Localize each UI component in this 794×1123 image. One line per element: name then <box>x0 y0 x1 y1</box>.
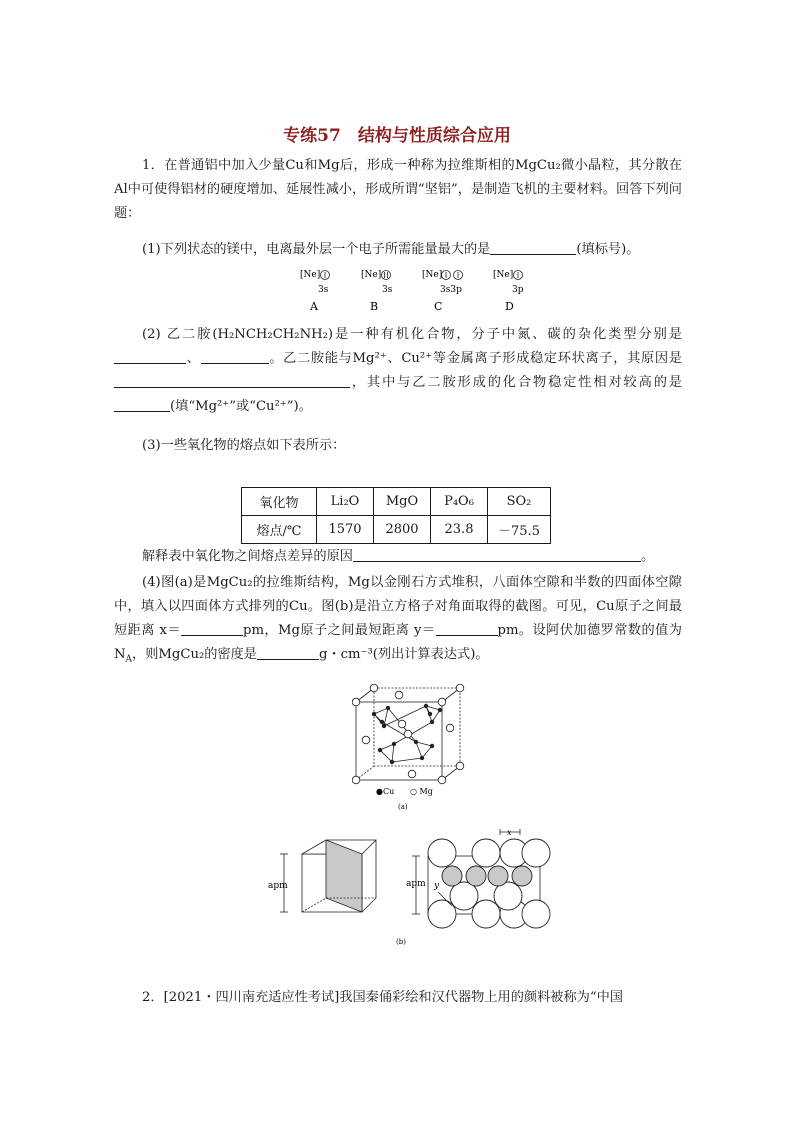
q1-part1-text: (1)下列状态的镁中，电离最外层一个电子所需能量最大的是 <box>142 242 491 257</box>
option-b-label: B <box>370 300 379 313</box>
answer-blank-5[interactable] <box>114 397 170 412</box>
q1-part3-explain-tail: 。 <box>641 549 655 564</box>
option-c-label: C <box>434 300 443 313</box>
answer-blank-9[interactable] <box>257 645 319 660</box>
q1-part4-text-c: pm。设阿伏加德罗常数的值为 N <box>114 623 682 662</box>
option-b <box>361 270 393 313</box>
q1-part2-text-b: 、 <box>186 351 201 366</box>
q1-part3-explain <box>142 545 682 569</box>
table-cell: 23.8 <box>431 516 488 544</box>
option-d-config: [Ne] <box>493 270 514 280</box>
option-d-orb: 3p <box>512 285 524 295</box>
q1-intro: 1．在普通铝中加入少量Cu和Mg后，形成一种称为拉维斯相的MgCu₂微小晶粒，其分散在Al中可使得铝材的硬度增加、延展性减小，形成所谓“坚铝”，是制造飞机的主要材料。回答下列问题： <box>114 158 682 221</box>
label-apm-left: apm <box>268 881 288 891</box>
option-a-config: [Ne] <box>300 270 321 280</box>
answer-blank-3[interactable] <box>201 349 269 364</box>
option-a-orb: 3s <box>318 285 329 295</box>
page-title: 专练57 结构与性质综合应用 <box>283 126 511 146</box>
q1-part1 <box>114 238 682 262</box>
q1-part4-text-d: ，则MgCu₂的密度是 <box>132 647 257 662</box>
q1-part2-text-a: (2) 乙二胺(H₂NCH₂CH₂NH₂)是一种有机化合物，分子中氮、碳的杂化类型分别是 <box>142 327 682 342</box>
option-d <box>493 270 524 313</box>
option-b-orb: 3s <box>382 285 393 295</box>
avogadro-subscript: A <box>125 654 133 665</box>
answer-blank-6[interactable] <box>353 547 641 562</box>
figure-a-laves-structure <box>352 684 472 814</box>
q1-part3: (3)一些氧化物的熔点如下表所示： <box>142 438 346 453</box>
answer-blank-7[interactable] <box>181 621 243 636</box>
q1-part3-explain-text: 解释表中氧化物之间熔点差异的原因 <box>142 549 353 564</box>
table-cell: Li₂O <box>317 488 374 516</box>
table-cell: MgO <box>374 488 431 516</box>
answer-blank-2[interactable] <box>114 349 186 364</box>
answer-blank-1[interactable] <box>490 240 576 255</box>
option-d-label: D <box>505 300 514 313</box>
table-cell: SO₂ <box>488 488 551 516</box>
table-cell: P₄O₆ <box>431 488 488 516</box>
answer-blank-8[interactable] <box>436 621 498 636</box>
table-cell: 熔点/℃ <box>242 516 317 544</box>
option-c <box>422 270 463 313</box>
table-cell: 1570 <box>317 516 374 544</box>
melting-point-table <box>241 487 551 544</box>
option-a <box>300 270 330 313</box>
legend-mg: ○ Mg <box>410 787 433 796</box>
q1-part4 <box>114 571 682 667</box>
option-b-config: [Ne] <box>361 270 382 280</box>
q1-part2 <box>114 323 682 419</box>
label-y: y <box>434 881 440 891</box>
legend-cu: ●Cu <box>376 787 395 796</box>
q2-intro: 2．[2021・四川南充适应性考试]我国秦俑彩绘和汉代器物上用的颜料被称为“中国 <box>142 990 623 1005</box>
q1-part4-text-b: pm，Mg原子之间最短距离 y＝ <box>243 623 436 638</box>
q1-part1-tail: (填标号)。 <box>576 242 640 257</box>
label-apm-right: apm <box>406 879 426 889</box>
figure-b-caption: (b) <box>396 938 406 946</box>
label-x: x <box>507 828 512 837</box>
q1-part4-text-e: g・cm⁻³(列出计算表达式)。 <box>319 647 489 662</box>
table-row <box>242 516 551 544</box>
figure-b-cross-section <box>266 826 556 948</box>
figure-a-caption: (a) <box>398 803 408 811</box>
q1-part2-text-d: ，其中与乙二胺形成的化合物稳定性相对较高的是 <box>350 375 682 390</box>
table-cell: 2800 <box>374 516 431 544</box>
q1-part2-text-c: 。乙二胺能与Mg²⁺、Cu²⁺等金属离子形成稳定环状离子，其原因是 <box>268 351 682 366</box>
table-header-row <box>242 488 551 516</box>
option-c-orb: 3s3p <box>440 285 462 295</box>
q1-part2-text-e: (填“Mg²⁺”或“Cu²⁺”)。 <box>170 399 312 414</box>
option-a-label: A <box>310 300 318 313</box>
table-cell: －75.5 <box>488 516 551 544</box>
option-c-config: [Ne] <box>422 270 443 280</box>
electron-config-options <box>290 266 540 316</box>
answer-blank-4[interactable] <box>114 373 350 388</box>
q1-part4-text-a: (4)图(a)是MgCu₂的拉维斯结构，Mg以金刚石方式堆积，八面体空隙和半数的四面体空隙中，填入以四面体方式排列的Cu。图(b)是沿立方格子对角面取得的截图。可见，Cu原子之间最短距离 x＝ <box>114 575 682 638</box>
table-cell: 氧化物 <box>242 488 317 516</box>
